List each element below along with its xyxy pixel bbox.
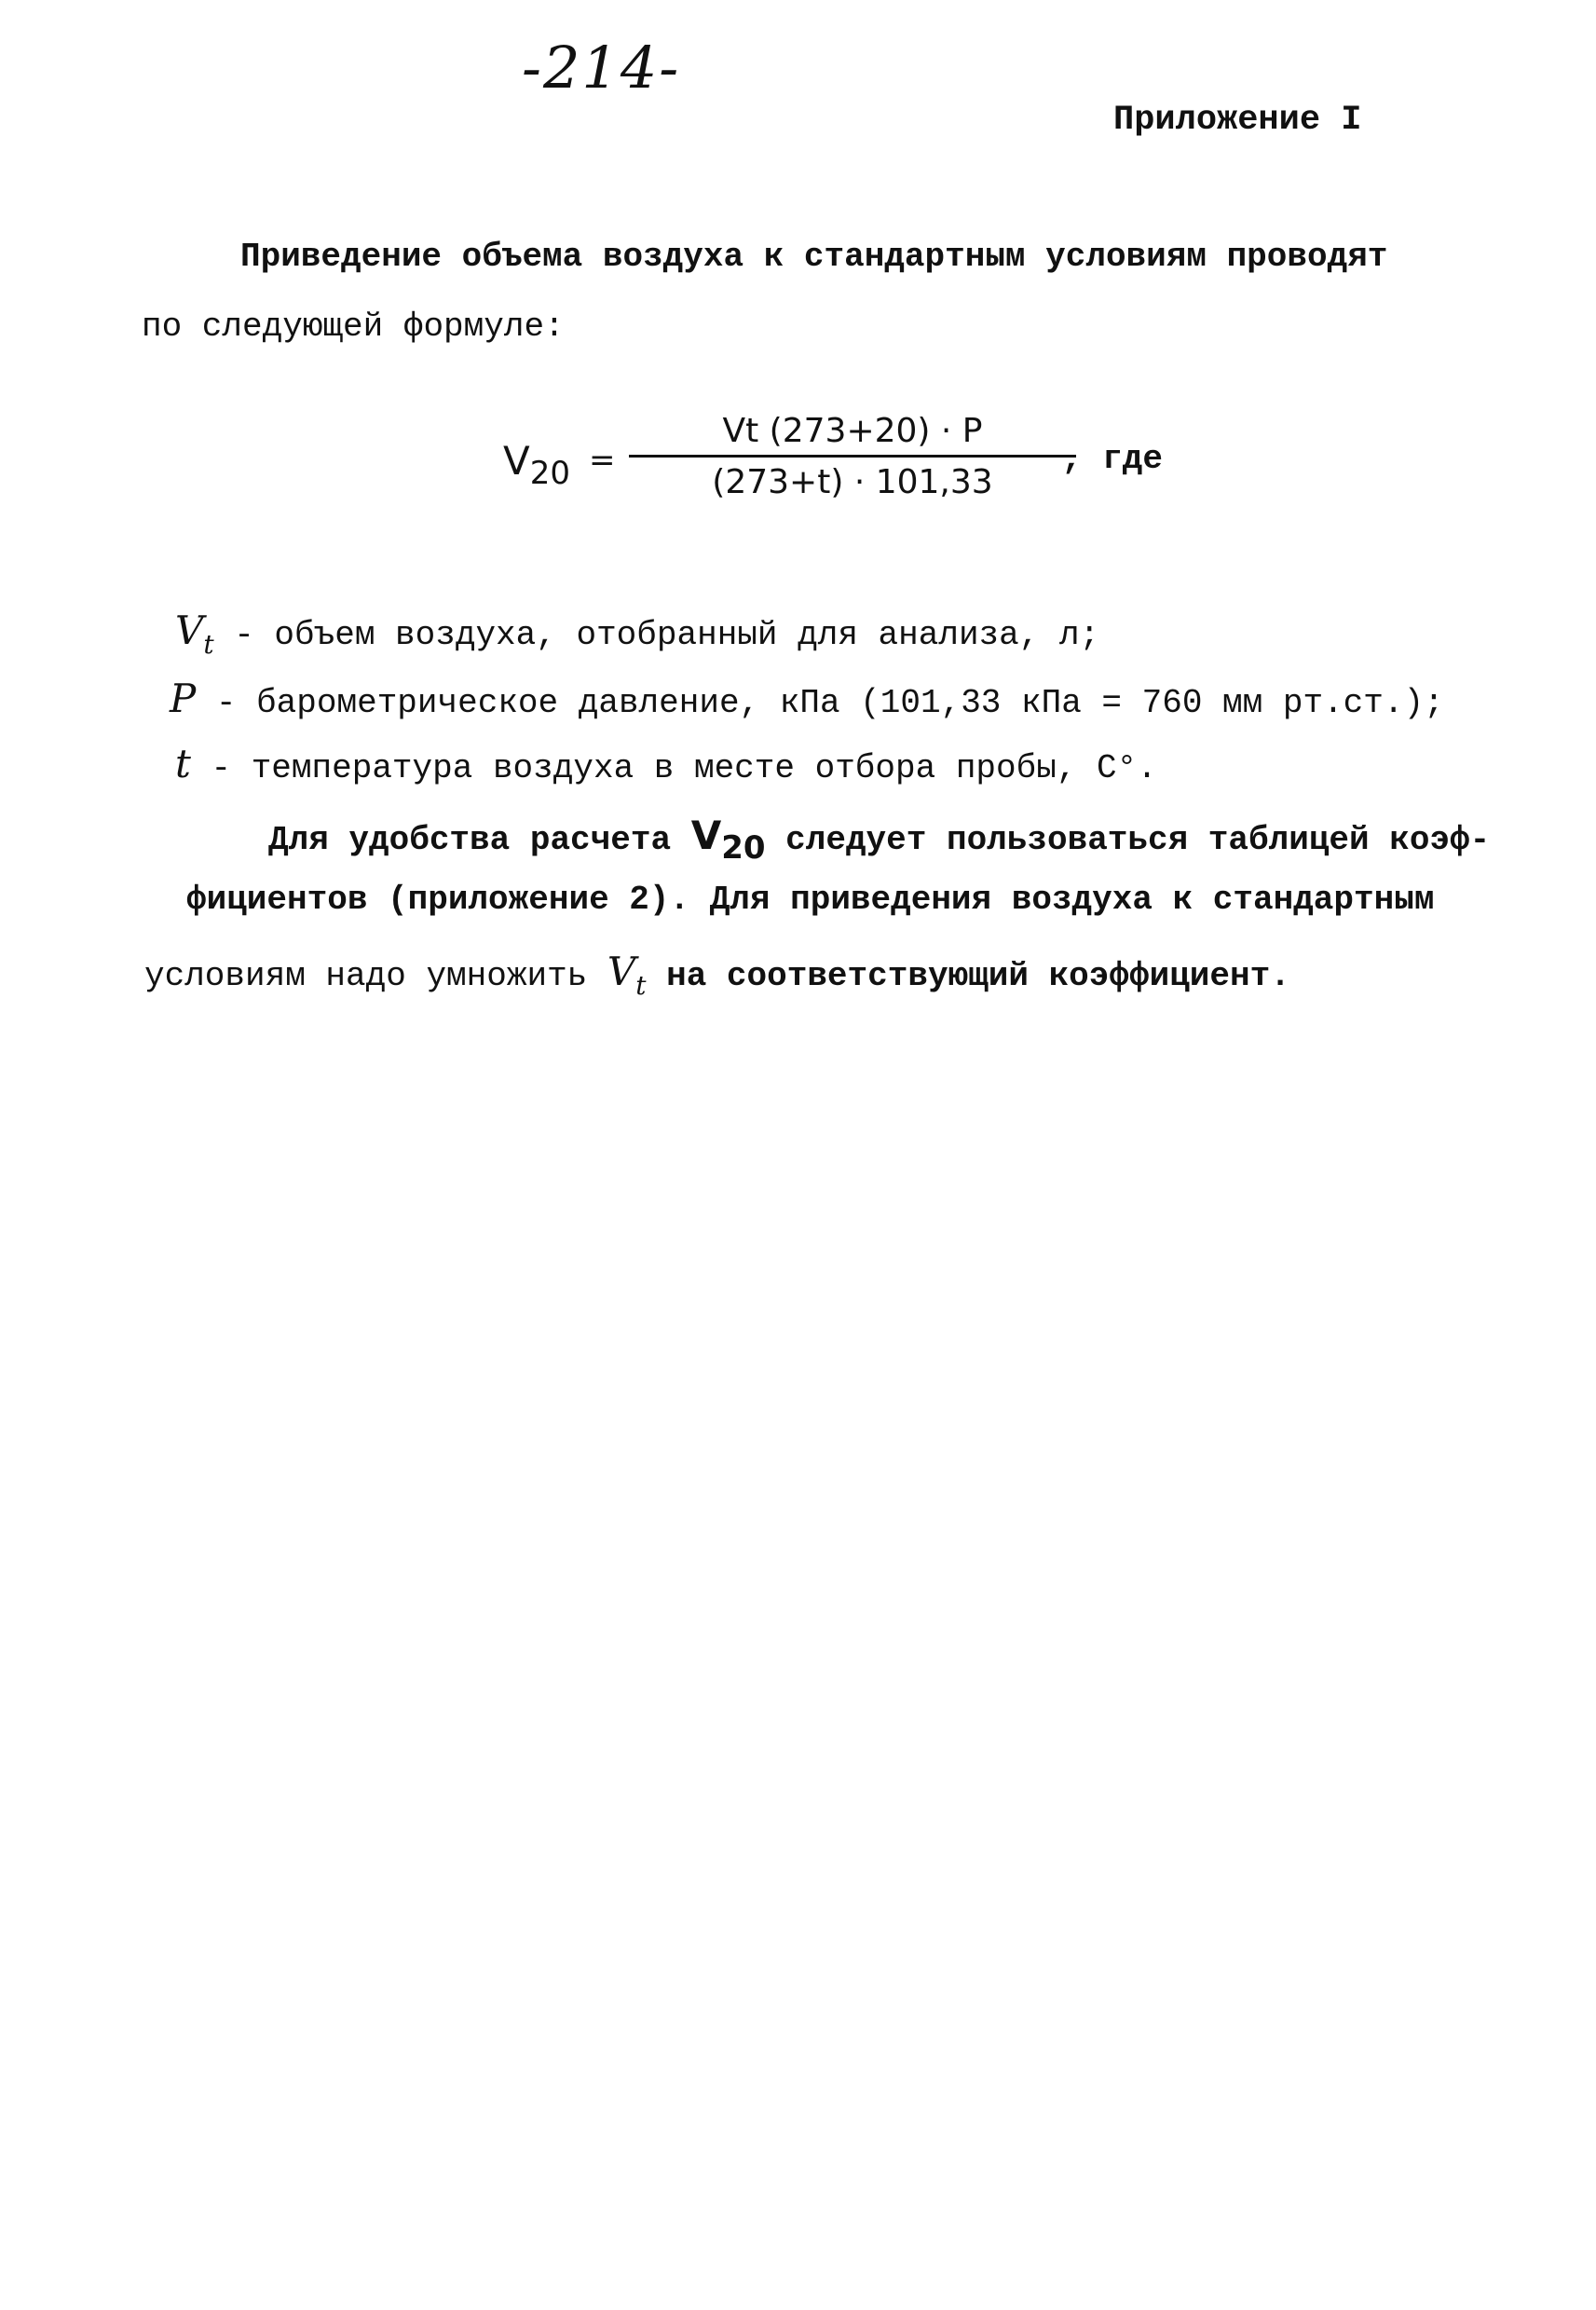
- formula-fraction: [629, 410, 1076, 504]
- formula-where: , где: [1062, 440, 1164, 478]
- definition-p: P - барометрическое давление, кПа (101,33 кПа = 760 мм рт.ст.);: [170, 676, 1444, 722]
- formula-lhs: $V_{20}$: [503, 438, 570, 492]
- definition-t: t - температура воздуха в месте отбора пробы, С°.: [175, 741, 1157, 787]
- symbol-vt: $V_t$: [175, 608, 214, 660]
- fraction-bar: [629, 455, 1076, 458]
- appendix-label: Приложение I: [1113, 101, 1362, 140]
- formula: [503, 410, 1211, 531]
- intro-line-1: Приведение объема воздуха к стандартным условиям проводят: [240, 238, 1388, 276]
- symbol-v20: $V_{20}$: [690, 813, 766, 867]
- intro-line-2: по следующей формуле:: [142, 308, 565, 346]
- symbol-t: t: [175, 741, 191, 786]
- symbol-p: P: [170, 676, 197, 721]
- formula-equals: =: [589, 442, 616, 479]
- page-number: -214-: [522, 34, 681, 102]
- formula-numerator: Vt (273+20) · P: [722, 412, 983, 450]
- formula-denominator: (273+t) · 101,33: [712, 463, 993, 501]
- symbol-vt-inline: $V_t$: [607, 949, 647, 1001]
- definition-vt: $V_t$ - объем воздуха, отобранный для анализа, л;: [175, 608, 1100, 660]
- paragraph-2-line-1: Для удобства расчета $V_{20}$ следует пользоваться таблицей коэф-: [268, 813, 1491, 867]
- paragraph-2-line-2: фициентов (приложение 2). Для приведения воздуха к стандартным: [186, 881, 1435, 919]
- paragraph-2-line-3: условиям надо умножить $V_t$ на соответствующий коэффициент.: [144, 949, 1290, 1001]
